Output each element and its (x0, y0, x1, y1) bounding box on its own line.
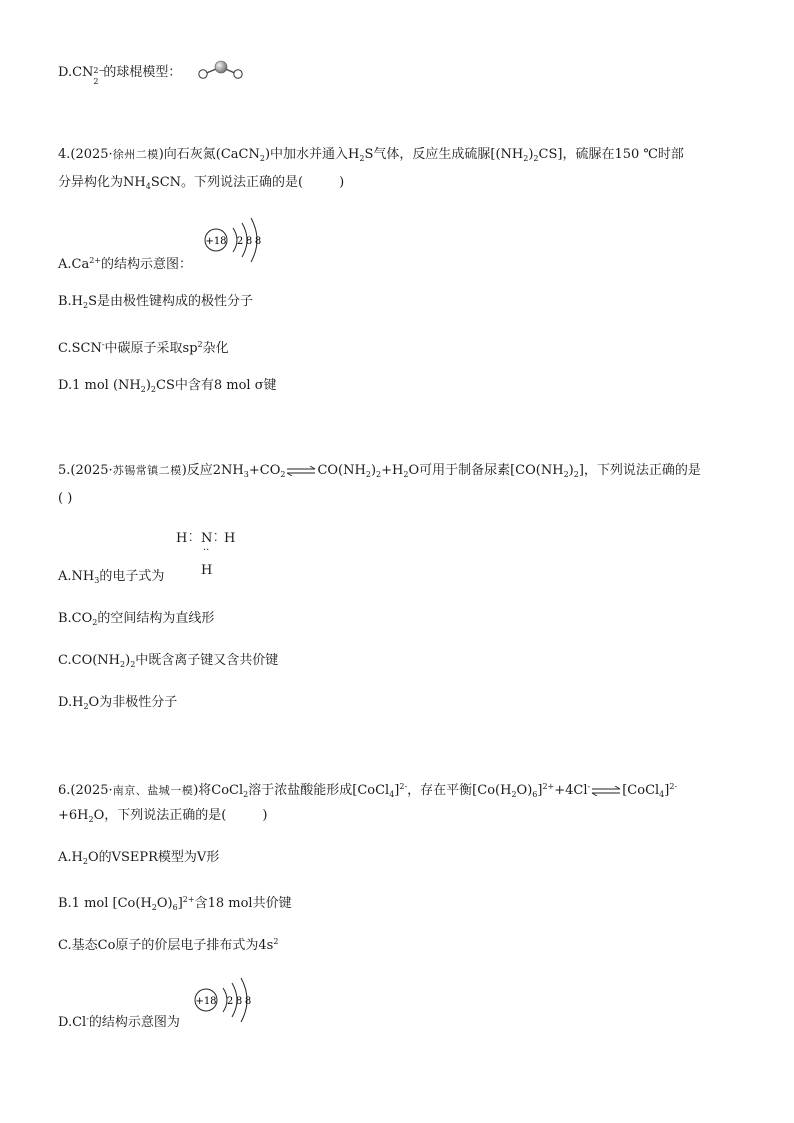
q4-stem-line1: 4.(2025·徐州二模)向石灰氮(CaCN$_2$)中加水并通入$H_2S$气体，反应生成硫脲$[(NH_2)_2CS]$，硫脲在150 ℃时部 (58, 147, 684, 163)
shell-3-count: 8 (254, 236, 262, 247)
q6-option-c: C.基态Co原子的价层电子排布式为$4s^2$ (58, 937, 279, 953)
lewis-n: N (201, 531, 213, 546)
lewis-structure-nh3 (176, 531, 246, 581)
q4-option-d: D.1 mol $(NH_2)_2CS$中含有8 mol σ键 (58, 378, 277, 394)
shell-1-count: 2 (236, 236, 244, 247)
lewis-h-left: H (176, 531, 188, 546)
q5-option-a: $A.NH_3$的电子式为 (58, 569, 165, 585)
q5-option-b: $B.CO_2$的空间结构为直线形 (58, 611, 215, 627)
nucleus-label: +18 (205, 236, 227, 247)
lewis-h-bottom: H (201, 563, 213, 578)
q4-stem-line2: 分异构化为$NH_4SCN$。下列说法正确的是( ) (58, 175, 345, 191)
shell-2-count: 8 (245, 236, 253, 247)
q6-option-b: B.1 mol $[Co(H_2O)_6]^{2+}$含18 mol共价键 (58, 895, 292, 912)
q4-option-c: C.SCN-中碳原子采取$sp^2$杂化 (58, 340, 229, 356)
q6-stem-line1: 6.(2025·南京、盐城一模)将CoCl$_2$溶于浓盐酸能形成[CoCl$_4$]$^{2-}$，存在平衡$[Co(H_2O)_6]^{2+}+4Cl^-$ [CoCl$_4$]$^{2-}$ (58, 782, 678, 799)
q6-option-d: D.Cl-的结构示意图为 (58, 1014, 180, 1030)
q6-option-a: $A.H_2O$的VSEPR模型为V形 (58, 850, 220, 866)
atomic-structure-diagram-cl (191, 976, 255, 1028)
lewis-dots-bottom: ·· (203, 545, 210, 556)
ball-stick-model-figure (198, 60, 246, 82)
q3-option-d: D.CN 2− 2 的球棍模型： (58, 65, 182, 86)
shell-2-count: 8 (235, 996, 243, 1007)
equilibrium-arrow-icon (591, 786, 621, 796)
q5-option-d: $D.H_2O$为非极性分子 (58, 695, 178, 711)
q6-stem-line2: $+6H_2O$，下列说法正确的是( ) (58, 808, 268, 824)
atomic-structure-diagram-ca (201, 214, 265, 266)
nucleus-label: +18 (195, 996, 217, 1007)
lewis-dots-right: ⁚ (214, 531, 218, 544)
lewis-dots-left: ⁚ (189, 531, 193, 544)
q4-option-a: $A.Ca^{2+}$的结构示意图： (58, 256, 193, 272)
q4-option-b: $B.H_2S$是由极性键构成的极性分子 (58, 294, 254, 310)
shell-3-count: 8 (244, 996, 252, 1007)
q5-stem-line2: ( ) (58, 491, 73, 506)
equilibrium-arrow-icon (286, 466, 316, 476)
q5-stem-line1: 5.(2025·苏锡常镇二模)反应$2NH_3+CO_2$ $CO(NH_2)_2+H_2O$可用于制备尿素$[CO(NH_2)_2]$，下列说法正确的是 (58, 463, 701, 479)
lewis-h-right: H (224, 531, 236, 546)
shell-1-count: 2 (226, 996, 234, 1007)
q5-option-c: $C.CO(NH_2)_2$中既含离子键又含共价键 (58, 653, 279, 669)
